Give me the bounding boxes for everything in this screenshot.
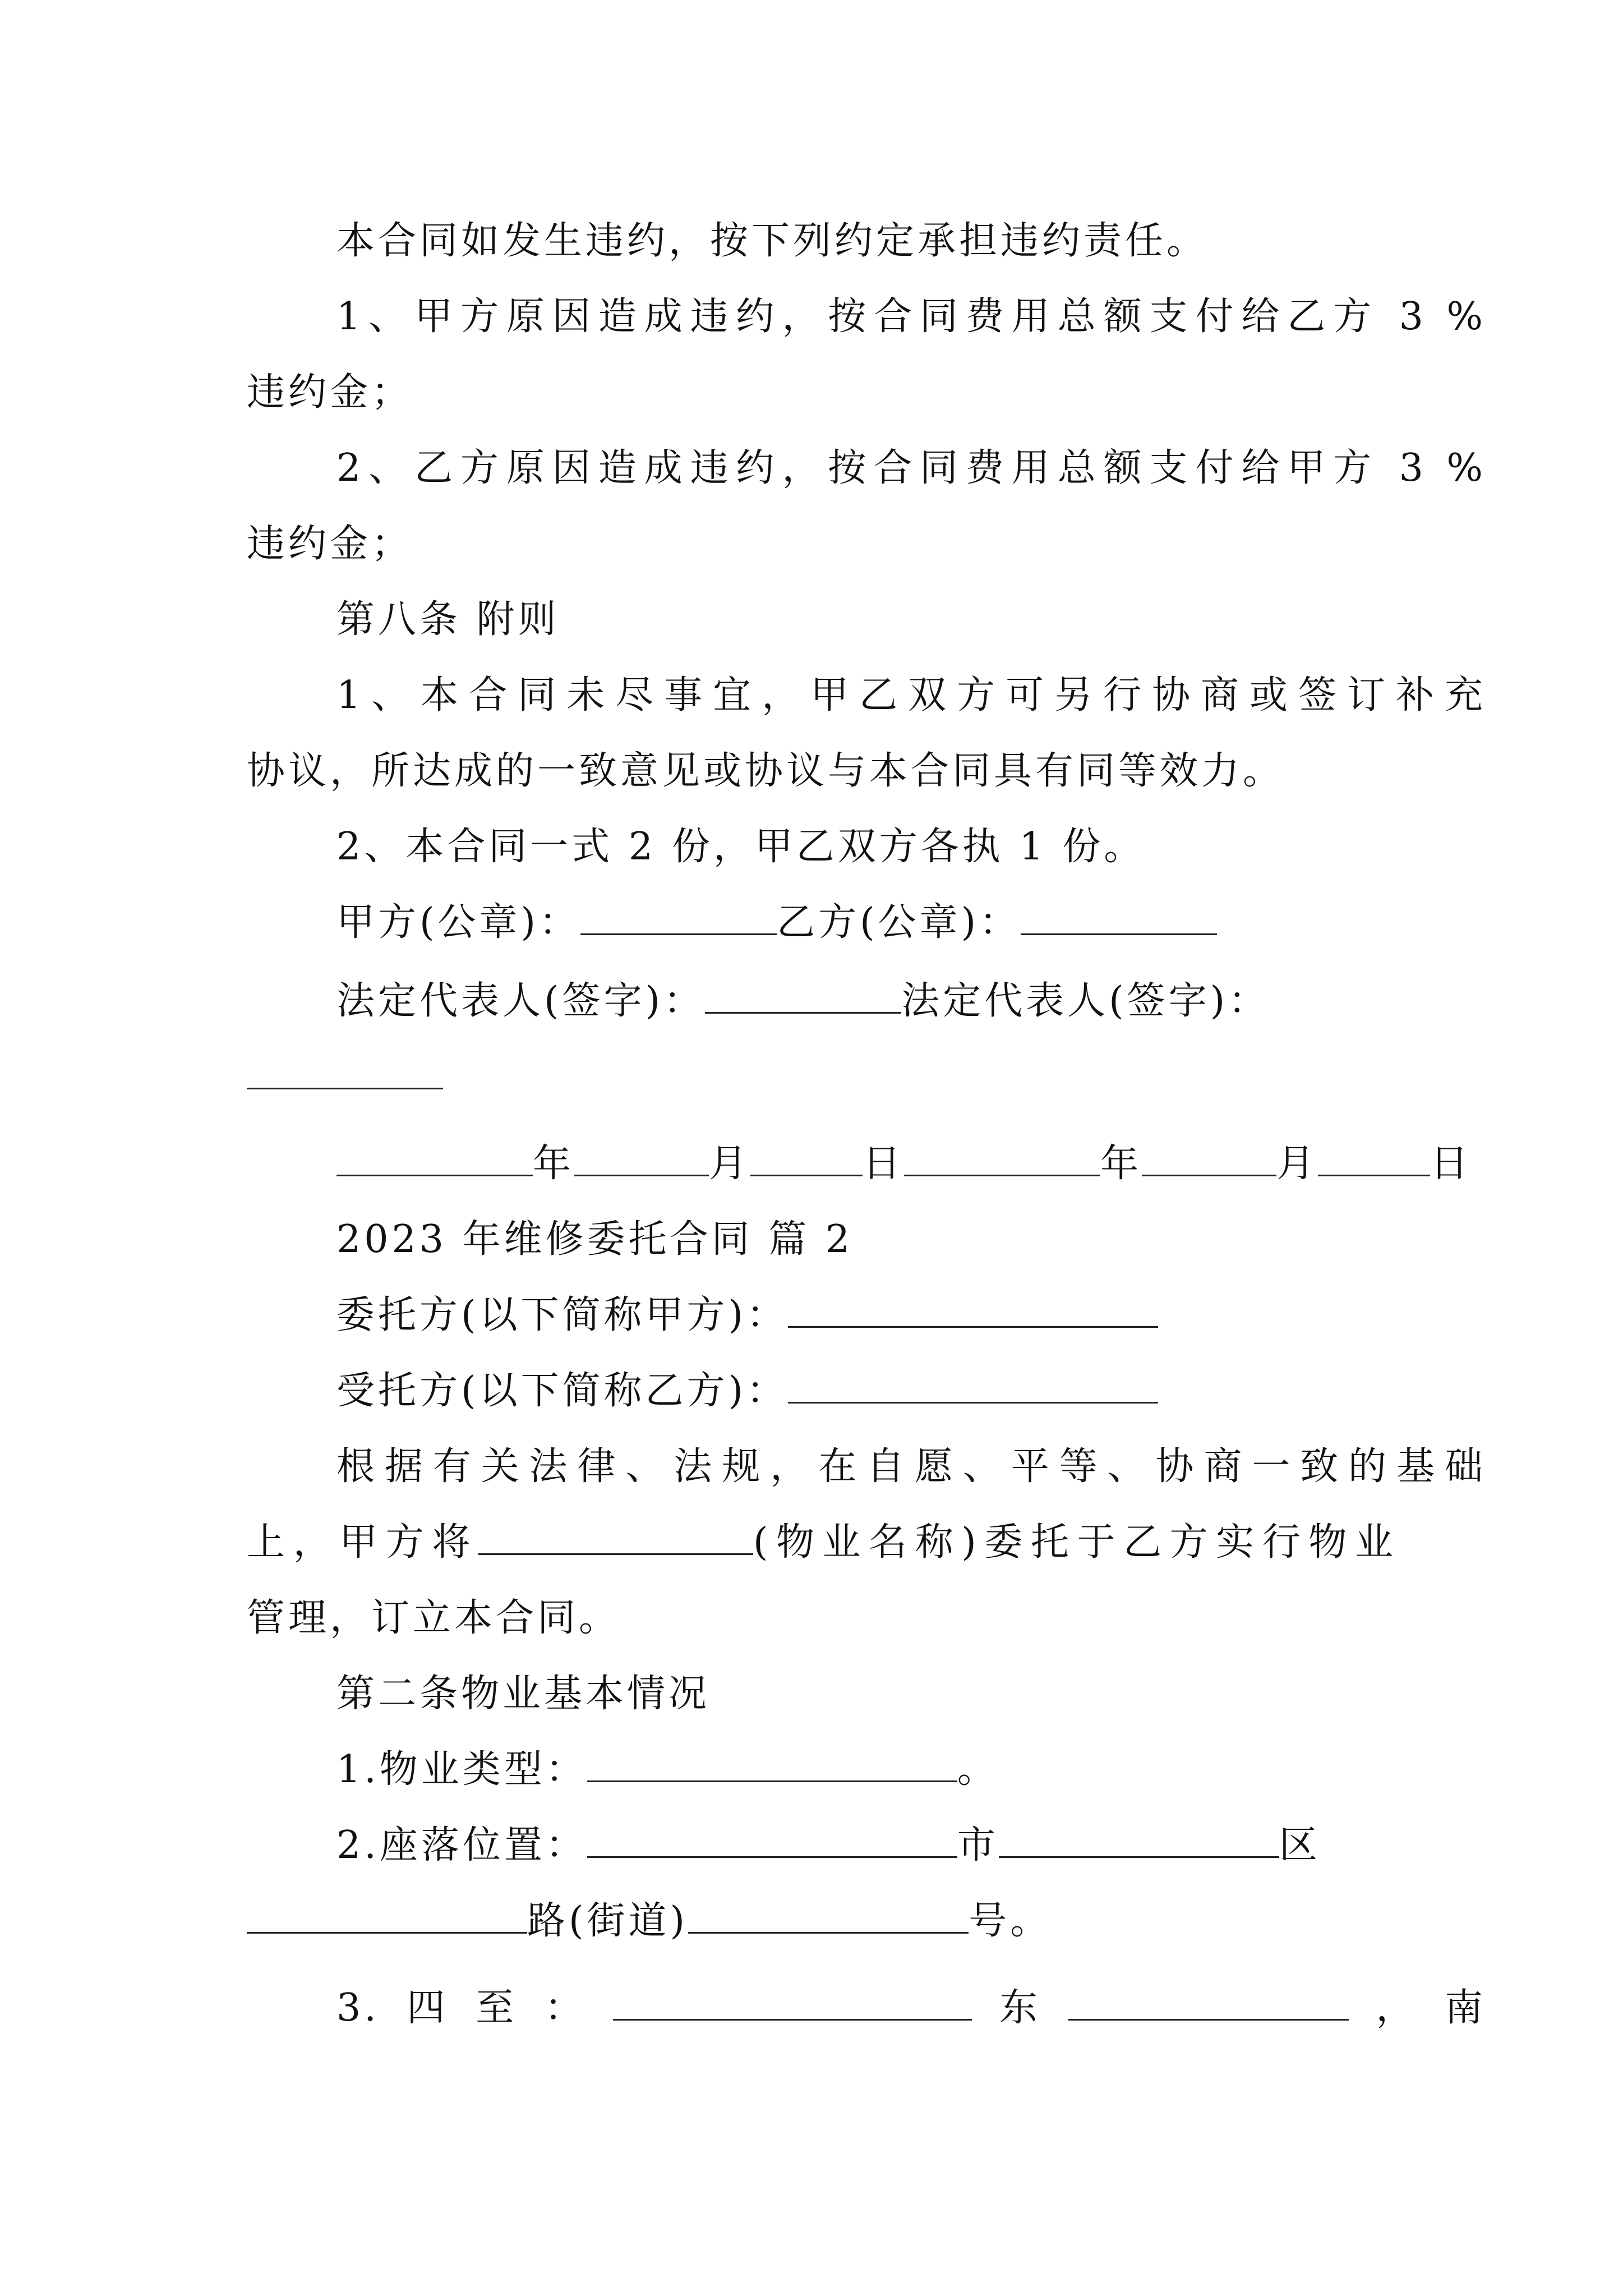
month-label: 月 (709, 1142, 751, 1186)
seal-line (247, 895, 1486, 951)
day-label: 日 (863, 1142, 905, 1186)
section-heading: 第八条 附则 (336, 597, 560, 642)
property-type-line (247, 1742, 1486, 1798)
party-b-rep-label: 法定代表人(签字)： (901, 979, 1270, 1023)
representative-line (247, 973, 1486, 1029)
paragraph-line (247, 1515, 1396, 1571)
trustee-line (247, 1363, 1486, 1419)
boundaries-blank[interactable] (613, 1984, 972, 2021)
day-blank-b[interactable] (1318, 1140, 1430, 1176)
road-label: 路(街道) (527, 1899, 689, 1943)
paragraph-line: 2、乙方原因造成违约，按合同费用总额支付给甲方 3 % (336, 446, 1486, 490)
boundaries-line (247, 1980, 1486, 2036)
number-blank[interactable] (688, 1897, 969, 1934)
section-heading: 第二条物业基本情况 (336, 1672, 711, 1716)
day-label: 日 (1430, 1142, 1472, 1186)
year-blank-b[interactable] (904, 1140, 1100, 1176)
party-b-seal-blank[interactable] (1021, 899, 1217, 935)
paragraph-line: 协议，所达成的一致意见或协议与本合同具有同等效力。 (247, 749, 1285, 793)
east-label: 东 (972, 1986, 1068, 2030)
month-blank-b[interactable] (1142, 1140, 1276, 1176)
contract-title: 2023 年维修委托合同 篇 2 (336, 1217, 854, 1262)
day-blank-a[interactable] (750, 1140, 863, 1176)
party-a-rep-blank[interactable] (705, 977, 901, 1014)
property-type-label: 1.物业类型： (336, 1747, 587, 1792)
paragraph-fragment: 上，甲方将 (247, 1520, 478, 1565)
paragraph-line: 违约金； (247, 522, 413, 566)
road-blank[interactable] (247, 1897, 527, 1934)
city-blank[interactable] (587, 1821, 957, 1858)
party-a-seal-blank[interactable] (580, 899, 777, 935)
east-blank[interactable] (1068, 1984, 1349, 2021)
trustee-label: 受托方(以下简称乙方)： (336, 1369, 789, 1413)
comma: ， (1348, 1986, 1445, 2030)
number-label: 号。 (969, 1899, 1052, 1943)
party-b-seal-label: 乙方(公章)： (777, 900, 1021, 945)
boundaries-label: 3.四至： (336, 1986, 614, 2030)
paragraph-line: 本合同如发生违约，按下列约定承担违约责任。 (336, 219, 1209, 263)
party-b-rep-blank[interactable] (247, 1053, 443, 1089)
period: 。 (957, 1747, 999, 1792)
client-blank[interactable] (788, 1291, 1158, 1328)
trustee-blank[interactable] (788, 1367, 1158, 1404)
month-label: 月 (1276, 1142, 1318, 1186)
district-blank[interactable] (999, 1821, 1279, 1858)
month-blank-a[interactable] (574, 1140, 709, 1176)
property-type-blank[interactable] (587, 1746, 957, 1782)
year-blank-a[interactable] (336, 1140, 533, 1176)
location-line (247, 1818, 1486, 1874)
party-a-rep-label: 法定代表人(签字)： (336, 979, 706, 1023)
client-label: 委托方(以下简称甲方)： (336, 1293, 789, 1337)
district-label: 区 (1279, 1823, 1321, 1867)
paragraph-line: 管理，订立本合同。 (247, 1596, 621, 1640)
date-line (247, 1136, 1486, 1192)
party-a-seal-label: 甲方(公章)： (336, 900, 581, 945)
year-label: 年 (1100, 1142, 1142, 1186)
location-label: 2.座落位置： (336, 1823, 587, 1867)
year-label: 年 (533, 1142, 575, 1186)
paragraph-fragment: (物业名称)委托于乙方实行物业 (753, 1520, 1396, 1565)
representative-blank-line (247, 1049, 1396, 1105)
client-line (247, 1287, 1486, 1343)
paragraph-line: 2、本合同一式 2 份，甲乙双方各执 1 份。 (336, 825, 1146, 869)
south-label: 南 (1444, 1986, 1486, 2030)
paragraph-line: 根据有关法律、法规，在自愿、平等、协商一致的基础 (336, 1444, 1486, 1489)
paragraph-line: 违约金； (247, 370, 413, 415)
paragraph-line: 1、甲方原因造成违约，按合同费用总额支付给乙方 3 % (336, 295, 1486, 339)
paragraph-line: 1、本合同未尽事宜，甲乙双方可另行协商或签订补充 (336, 673, 1486, 717)
location-line-2 (247, 1893, 1396, 1949)
property-name-blank[interactable] (478, 1519, 753, 1555)
city-label: 市 (957, 1823, 999, 1867)
